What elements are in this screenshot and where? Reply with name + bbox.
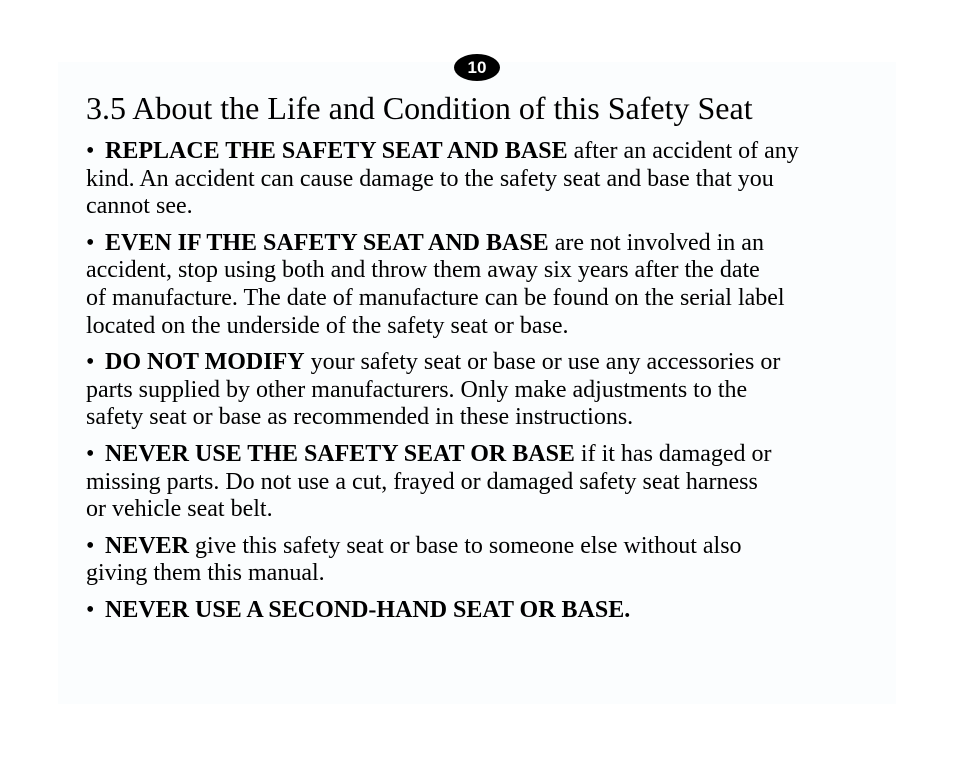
- item-lead: DO NOT MODIFY: [105, 349, 305, 376]
- item-lead: NEVER: [105, 532, 190, 559]
- bullet-icon: •: [86, 532, 95, 559]
- item-first-line: [86, 349, 886, 377]
- item-text: kind. An accident can cause damage to the safety seat and base that you: [86, 165, 774, 192]
- item-text: give this safety seat or base to someone else without also: [189, 532, 742, 559]
- bullet-icon: •: [86, 596, 95, 623]
- item-text: cannot see.: [86, 193, 193, 220]
- item-text: if it has damaged or: [574, 440, 772, 467]
- item-first-line: [86, 441, 886, 469]
- list-item: [86, 441, 886, 524]
- item-text: or vehicle seat belt.: [86, 496, 273, 523]
- list-item: [86, 230, 886, 340]
- bullet-icon: •: [86, 349, 95, 376]
- list-item: [86, 138, 886, 221]
- item-text: safety seat or base as recommended in these instructions.: [86, 404, 634, 431]
- item-first-line: [86, 597, 886, 625]
- item-text: of manufacture. The date of manufacture can be found on the serial label: [86, 284, 785, 311]
- item-text: located on the underside of the safety seat or base.: [86, 312, 569, 339]
- item-lead: EVEN IF THE SAFETY SEAT AND BASE: [105, 229, 549, 256]
- warning-list: [86, 138, 886, 634]
- item-text: your safety seat or base or use any accessories or: [304, 349, 781, 376]
- bullet-icon: •: [86, 229, 95, 256]
- bullet-icon: •: [86, 138, 95, 164]
- item-first-line: [86, 230, 886, 258]
- section-title: 3.5 About the Life and Condition of this Safety Seat: [86, 90, 753, 126]
- item-lead: NEVER USE THE SAFETY SEAT OR BASE: [105, 440, 575, 467]
- item-text: accident, stop using both and throw them away six years after the date: [86, 257, 760, 284]
- list-item: [86, 533, 886, 588]
- list-item: [86, 597, 886, 625]
- item-lead: REPLACE THE SAFETY SEAT AND BASE: [105, 138, 568, 164]
- list-item: [86, 349, 886, 432]
- bullet-icon: •: [86, 440, 95, 467]
- item-lead: NEVER USE A SECOND-HAND SEAT OR BASE.: [105, 596, 631, 623]
- item-text: are not involved in an: [548, 229, 764, 256]
- page-number-badge: 10: [454, 54, 500, 81]
- item-first-line: [86, 138, 886, 166]
- item-text: giving them this manual.: [86, 560, 325, 587]
- item-text: after an accident of any: [567, 138, 799, 164]
- item-first-line: [86, 533, 886, 561]
- item-text: parts supplied by other manufacturers. Only make adjustments to the: [86, 376, 748, 403]
- item-text: missing parts. Do not use a cut, frayed or damaged safety seat harness: [86, 468, 758, 495]
